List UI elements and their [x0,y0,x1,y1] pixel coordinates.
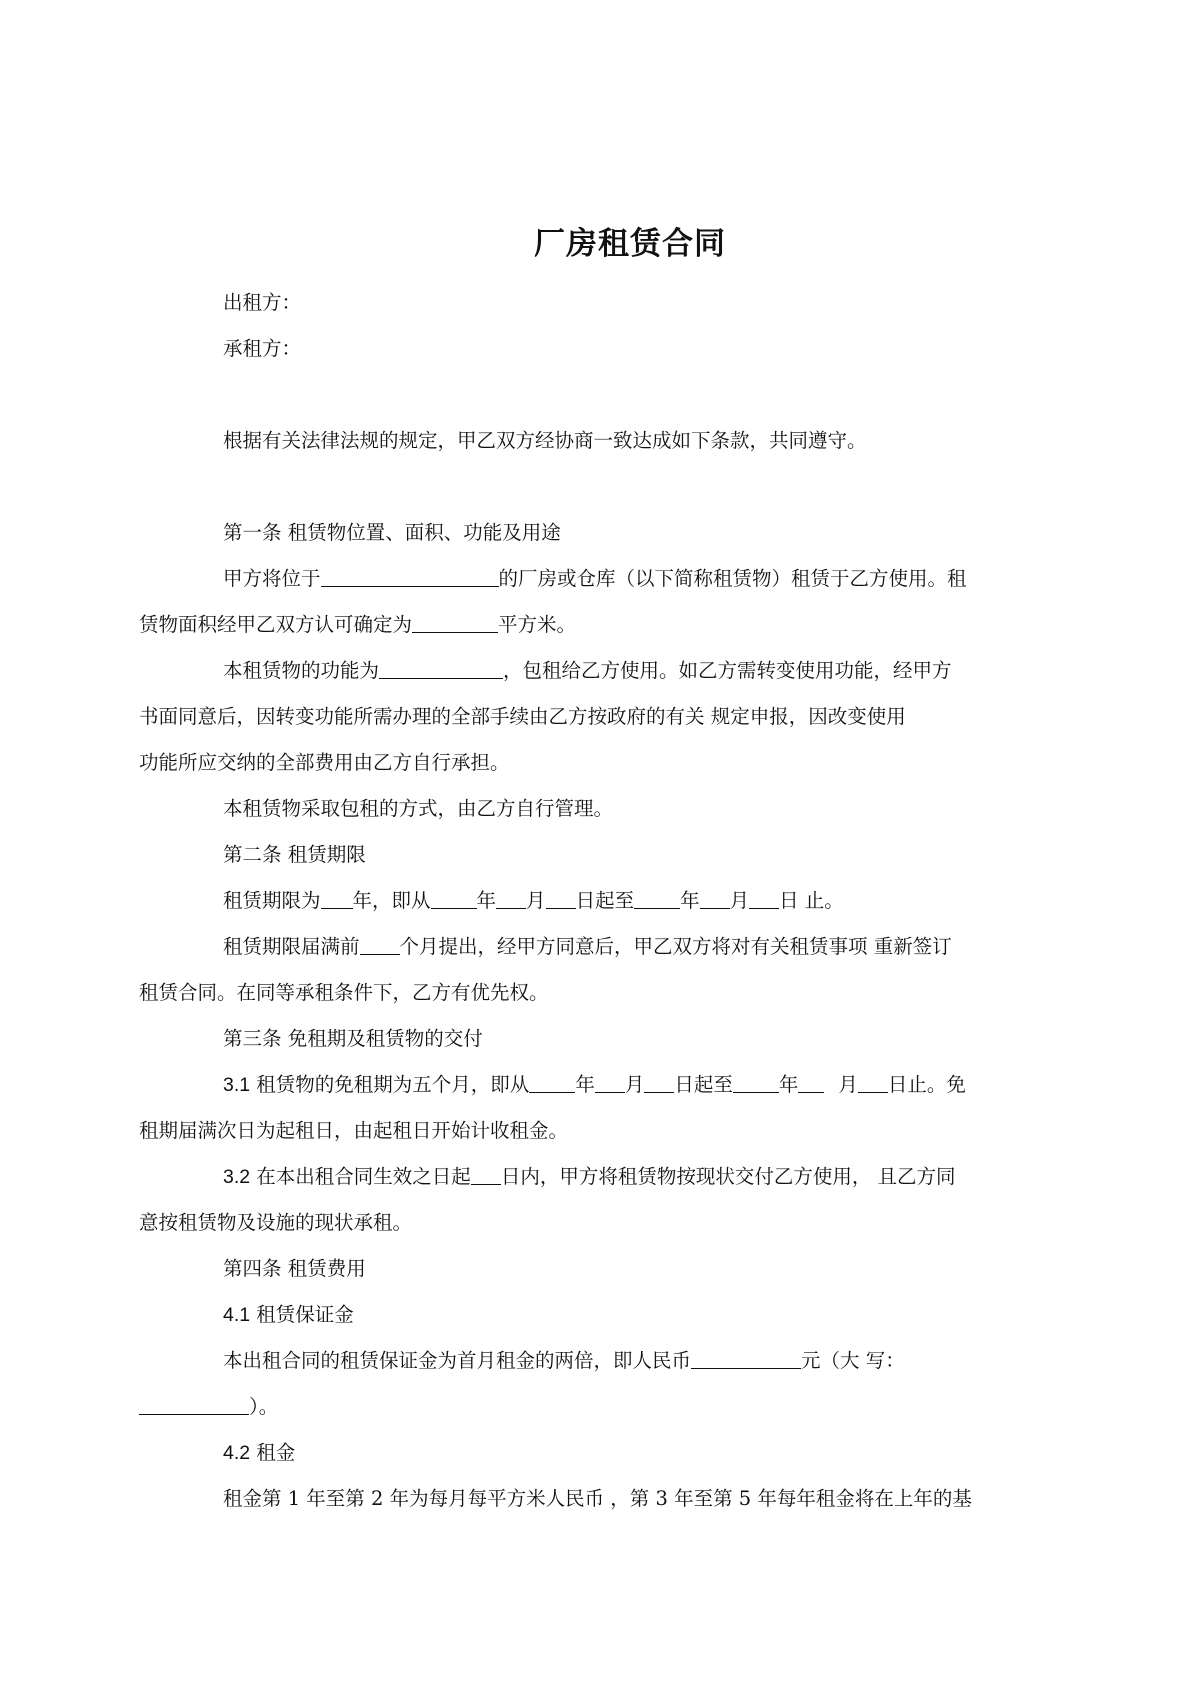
free-end-day-blank [858,1073,888,1094]
article-2-paragraph-1 [181,878,1013,924]
text: 日起至 [674,1073,733,1096]
section-number: 4.2 [223,1442,251,1464]
text: 租赁物的免租期为五个月，即从 [250,1073,530,1096]
article-4-heading: 第四条 租赁费用 [223,1257,366,1280]
text: 日止。免 [887,1073,966,1096]
text: 在本出租合同生效之日起 [250,1165,471,1188]
spacer [181,372,1013,418]
area-blank [412,613,498,634]
text: 日 止。 [779,889,844,912]
section-number: 4.1 [223,1304,251,1326]
text: 的厂房或仓库（以下简称租赁物）租赁于乙方使用。租 [498,567,967,590]
text: 月 [624,1073,645,1096]
function-blank [379,659,503,680]
delivery-days-blank [471,1165,501,1186]
article-1-heading: 第一条 租赁物位置、面积、功能及用途 [223,521,561,544]
article-4-section-1-text [181,1338,1013,1430]
end-year-blank [634,889,680,910]
article-4-section-2-text: 租金第 1 年至第 2 年为每月每平方米人民币 ，第 3 年至第 5 年每年租金将在上年的基 [223,1487,972,1510]
text: 意按租赁物及设施的现状承租。 [139,1211,413,1234]
free-start-month-blank [595,1073,625,1094]
clause-number: 3.2 [223,1166,251,1188]
lessor-line: 出租方： [223,291,302,314]
text: 租赁保证金 [250,1303,354,1326]
text: 本出租合同的租赁保证金为首月租金的两倍，即人民币 [223,1349,692,1372]
document-title: 厂房租赁合同 [534,226,726,262]
text: 甲方将位于 [223,567,321,590]
free-start-day-blank [644,1073,674,1094]
text: ）。 [249,1395,279,1418]
text: 日起至 [575,889,635,912]
preamble: 根据有关法律法规的规定，甲乙双方经协商一致达成如下条款，共同遵守。 [223,429,867,452]
text: 本租赁物的功能为 [223,659,380,682]
deposit-amount-blank [691,1349,801,1370]
text: 租赁期限届满前 [223,935,360,958]
text: 元（大 写： [801,1349,905,1372]
text: 租赁期限为 [223,889,321,912]
article-4-section-1-heading [181,1292,1013,1338]
start-month-blank [496,889,526,910]
article-1-paragraph-1 [139,556,1013,648]
notice-months-blank [360,935,400,956]
article-3-clause-2 [139,1154,1013,1246]
document-body [139,280,1013,1522]
start-day-blank [546,889,576,910]
text: 租赁合同。在同等承租条件下，乙方有优先权。 [139,981,549,1004]
text: 功能所应交纳的全部费用由乙方自行承担。 [139,751,510,774]
text: 个月提出，经甲方同意后，甲乙双方将对有关租赁事项 重新签订 [399,935,952,958]
text: 日内，甲方将租赁物按现状交付乙方使用， 且乙方同 [500,1165,956,1188]
article-4-section-2-heading [181,1430,1013,1476]
start-year-blank [431,889,477,910]
lessee-line: 承租方： [223,337,302,360]
article-2-paragraph-2 [139,924,1013,1016]
text: 月 [838,1073,858,1096]
text: 年 [476,889,497,912]
article-3-clause-1 [139,1062,1013,1154]
text: 年 [680,889,700,912]
text: 赁物面积经甲乙双方认可确定为 [139,613,413,636]
article-3-heading: 第三条 免租期及租赁物的交付 [223,1027,483,1050]
location-blank [321,567,499,588]
text: ，包租给乙方使用。如乙方需转变使用功能，经甲方 [503,659,952,682]
article-1-paragraph-3: 本租赁物采取包租的方式，由乙方自行管理。 [223,797,614,820]
free-end-year-blank [733,1073,779,1094]
deposit-words-blank [139,1395,249,1416]
text: 月 [526,889,546,912]
end-day-blank [749,889,779,910]
text: 租期届满次日为起租日，由起租日开始计收租金。 [139,1119,569,1142]
free-end-month-blank [798,1073,824,1094]
text: 年 [778,1073,799,1096]
text: 月 [729,889,750,912]
text: 年 [575,1073,595,1096]
spacer [181,464,1013,510]
term-years-blank [321,889,353,910]
text: 年，即从 [352,889,431,912]
text: 书面同意后，因转变功能所需办理的全部手续由乙方按政府的有关 规定申报，因改变使用 [139,705,906,728]
text: 租金 [250,1441,296,1464]
article-2-heading: 第二条 租赁期限 [223,843,366,866]
article-1-paragraph-2 [139,648,1013,786]
text: 平方米。 [498,613,577,636]
end-month-blank [700,889,730,910]
clause-number: 3.1 [223,1074,251,1096]
free-start-year-blank [529,1073,575,1094]
